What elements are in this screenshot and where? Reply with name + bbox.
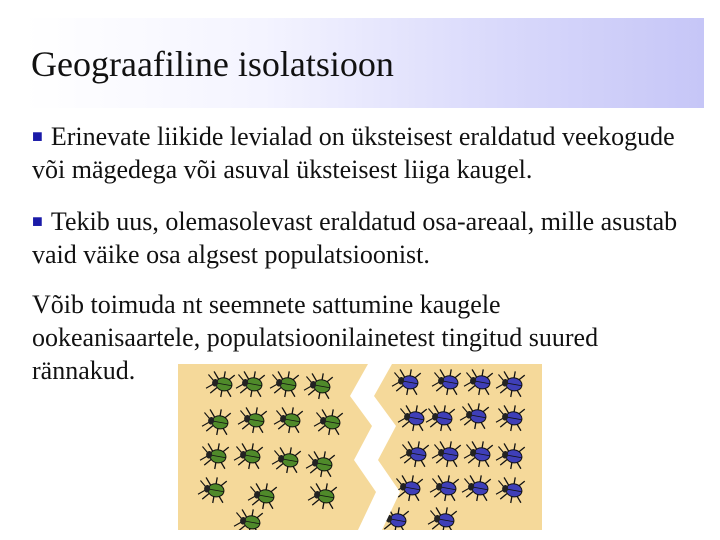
square-bullet-icon: ■ [32,126,43,146]
isolation-illustration [178,364,542,530]
bullet-text-2: Tekib uus, olemasolevast eraldatud osa-areaal, mille asustab vaid väike osa algsest populatsioonist. [32,207,678,269]
body-paragraph: Võib toimuda nt seemnete sattumine kaugele ookeanisaartele, populatsioonilainetest tingitud suured rännakud. [32,290,599,385]
square-bullet-icon: ■ [32,211,43,231]
bullet-item-2 [32,205,702,271]
title-bar [24,18,704,108]
bullet-item-1 [32,120,702,186]
slide-title: Geograafiline isolatsioon [31,44,394,84]
bullet-text-1: Erinevate liikide levialad on üksteisest eraldatud veekogude või mägedega või asuval üksteisest liiga kaugel. [32,122,675,184]
